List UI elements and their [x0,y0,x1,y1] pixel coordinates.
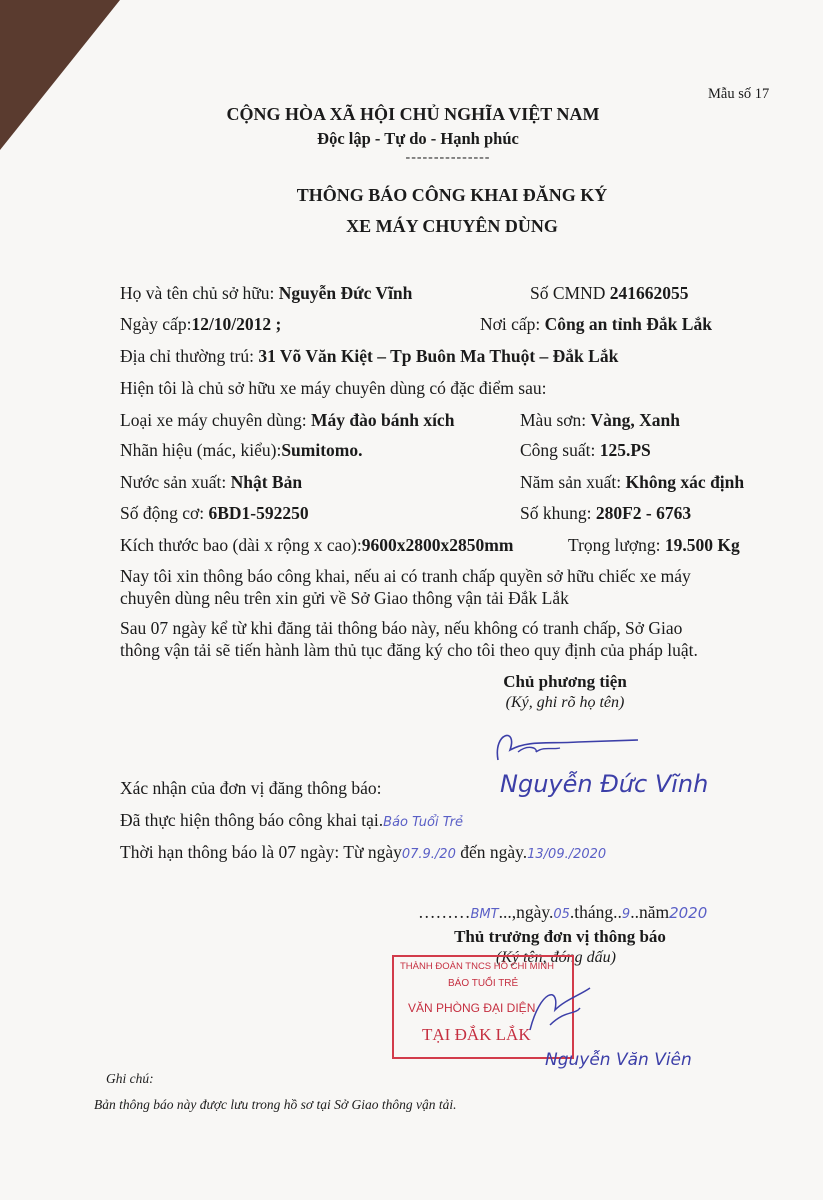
notice-paragraph-line1: Nay tôi xin thông báo công khai, nếu ai có tranh chấp quyền sở hữu chiếc xe máy [120,566,691,586]
motto-divider: --------------- [405,150,491,165]
engine-power: Công suất: 125.PS [520,440,651,460]
place-date-line: ………BMT...,ngày.05.tháng..9..năm2020 [418,902,708,922]
owner-signature [488,722,648,767]
footer-note-text: Bản thông báo này được lưu trong hồ sơ tại Sở Giao thông vận tải. [94,1097,457,1112]
document-title-line1: THÔNG BÁO CÔNG KHAI ĐĂNG KÝ [296,185,608,205]
owner-sign-note: (Ký, ghi rõ họ tên) [505,694,625,711]
permanent-address: Địa chỉ thường trú: 31 Võ Văn Kiệt – Tp Buôn Ma Thuột – Đắk Lắk [120,346,619,366]
motto: Độc lập - Tự do - Hạnh phúc [317,129,519,148]
confirm-label: Xác nhận của đơn vị đăng thông báo: [120,778,382,798]
published-at: Đã thực hiện thông báo công khai tại.Báo Tuổi Trẻ [120,810,463,830]
manufacture-year: Năm sản xuất: Không xác định [520,472,745,492]
paint-color: Màu sơn: Vàng, Xanh [520,410,680,430]
owner-id-number: Số CMND 241662055 [530,283,689,303]
owner-handwritten-name: Nguyễn Đức Vĩnh [500,770,709,798]
nation-header: CỘNG HÒA XÃ HỘI CHỦ NGHĨA VIỆT NAM [226,104,600,124]
engine-number: Số động cơ: 6BD1-592250 [120,503,309,523]
frame-number: Số khung: 280F2 - 6763 [520,503,692,523]
vehicle-brand: Nhãn hiệu (mác, kiểu):Sumitomo. [120,440,363,460]
issue-date: Ngày cấp:12/10/2012 ; [120,314,282,334]
official-stamp: THÀNH ĐOÀN TNCS HỒ CHÍ MINH BÁO TUỔI TRẺ VĂN PHÒNG ĐẠI DIỆN TẠI ĐẮK LẮK [392,955,574,1059]
country-of-origin: Nước sản xuất: Nhật Bản [120,472,303,492]
footer-note-label: Ghi chú: [106,1071,154,1086]
notice-period: Thời hạn thông báo là 07 ngày: Từ ngày07.9./20 đến ngày.13/09./2020 [120,842,607,862]
form-code: Mẫu số 17 [708,86,770,102]
notice-paragraph-line2: chuyên dùng nêu trên xin gửi về Sở Giao thông vận tải Đắk Lắk [120,588,569,608]
unit-sign-note: (Ký tên, đóng dấu) [496,949,616,966]
owner-sign-title: Chủ phương tiện [503,672,627,691]
intro-text: Hiện tôi là chủ sở hữu xe máy chuyên dùng có đặc điểm sau: [120,378,547,398]
unit-signature-mark [520,980,600,1040]
vehicle-type: Loại xe máy chuyên dùng: Máy đào bánh xích [120,410,455,430]
vehicle-weight: Trọng lượng: 19.500 Kg [568,535,740,555]
procedure-paragraph-line1: Sau 07 ngày kể từ khi đăng tải thông báo này, nếu không có tranh chấp, Sở Giao [120,618,683,638]
overall-dimensions: Kích thước bao (dài x rộng x cao):9600x2800x2850mm [120,535,514,555]
issue-place: Nơi cấp: Công an tỉnh Đắk Lắk [480,314,712,334]
unit-signer-name: Nguyễn Văn Viên [545,1050,692,1070]
procedure-paragraph-line2: thông vận tải sẽ tiến hành làm thủ tục đăng ký cho tôi theo quy định của pháp luật. [120,640,698,660]
unit-sign-title: Thủ trưởng đơn vị thông báo [454,927,666,946]
document-title-line2: XE MÁY CHUYÊN DÙNG [346,216,558,236]
owner-name: Họ và tên chủ sở hữu: Nguyễn Đức Vĩnh [120,283,413,303]
